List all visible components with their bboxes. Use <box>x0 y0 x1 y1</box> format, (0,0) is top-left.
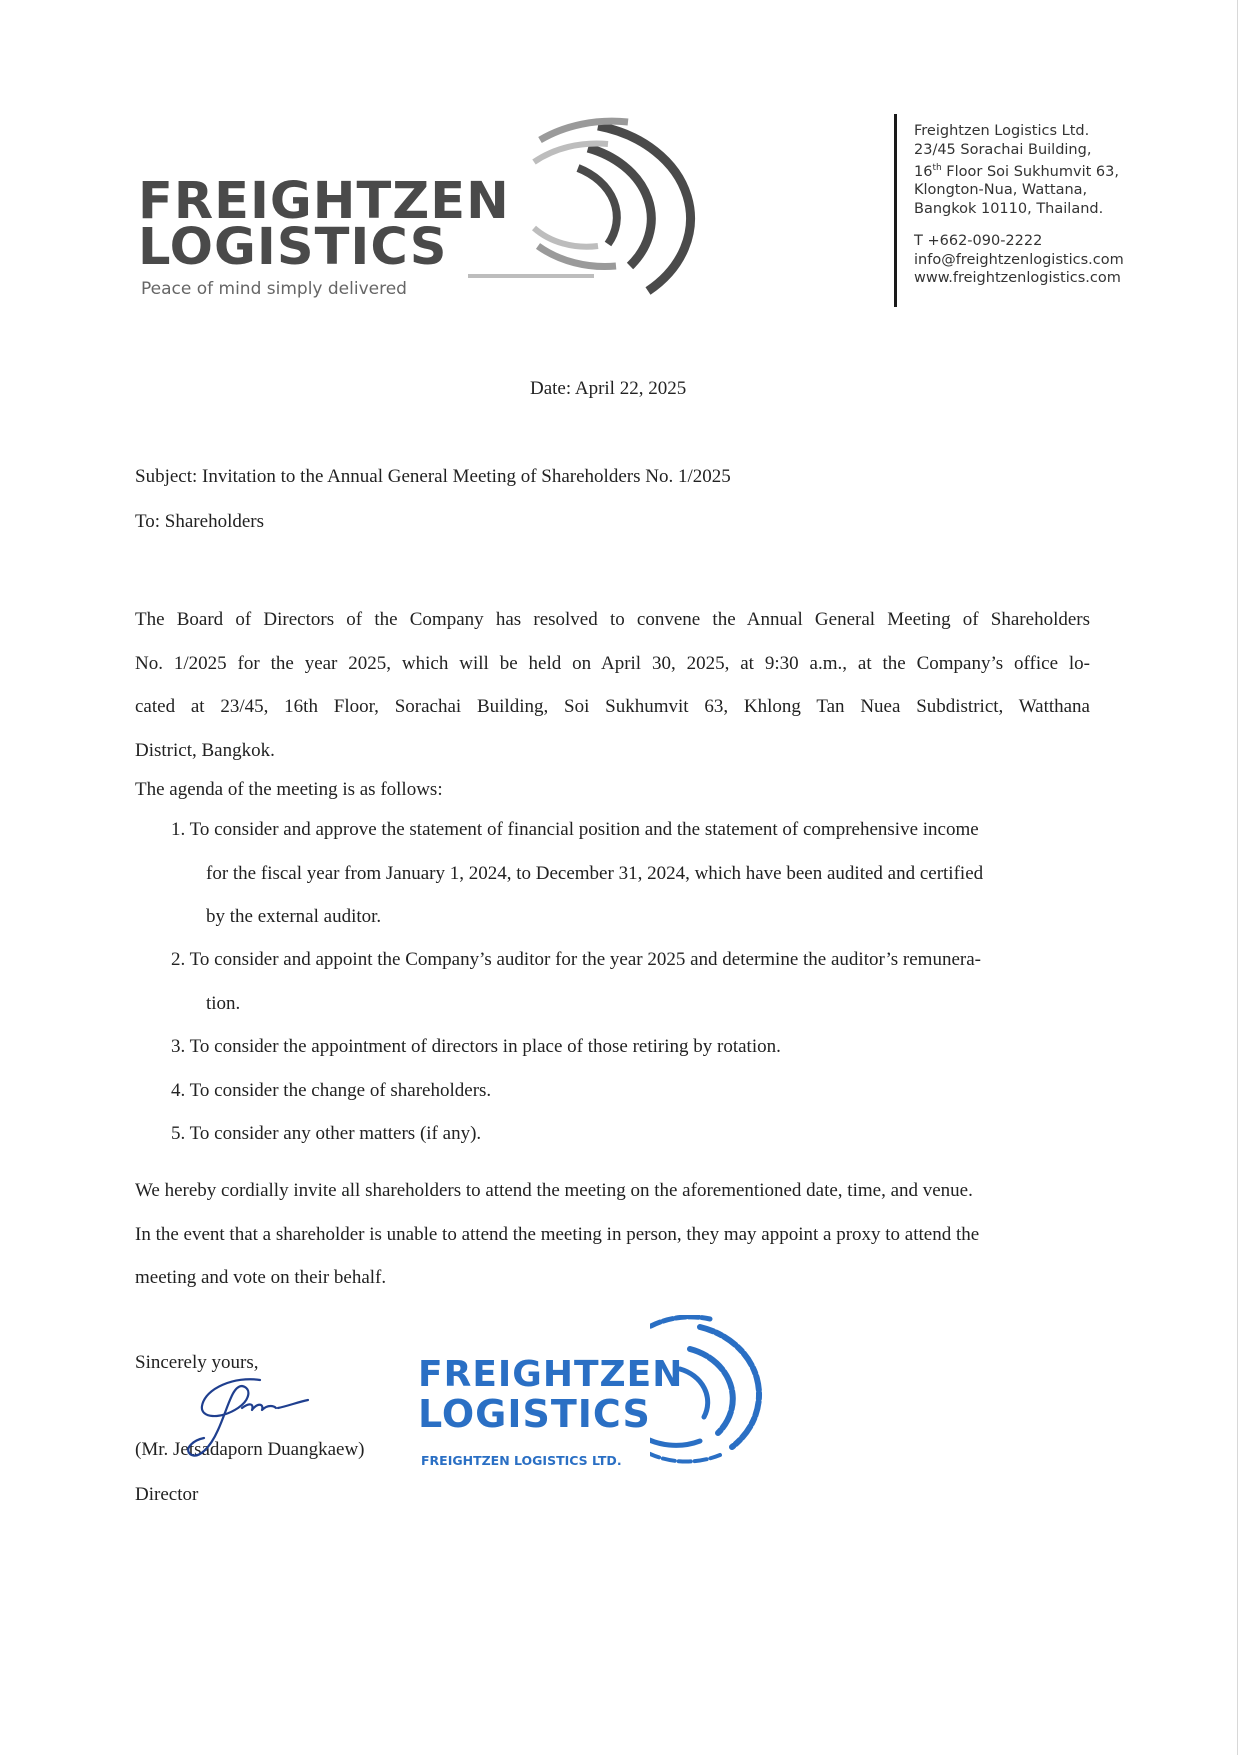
paragraph-line: cated at 23/45, 16th Floor, Sorachai Building, Soi Sukhumvit 63, Khlong Tan Nuea Subdistrict, Watthana <box>135 696 1090 717</box>
company-logo <box>138 116 598 306</box>
address-website: www.freightzenlogistics.com <box>914 270 1121 287</box>
address-floor-rest: Floor Soi Sukhumvit 63, <box>941 163 1119 180</box>
agenda-item-2 <box>171 938 981 1025</box>
address-floor-number: 16 <box>914 163 933 180</box>
stamp-word-logistics: LOGISTICS <box>418 1392 651 1436</box>
paragraph-line: No. 1/2025 for the year 2025, which will be held on April 30, 2025, at 9:30 a.m., at the Company’s office lo- <box>135 652 1090 674</box>
signer-name: (Mr. Jetsadaporn Duangkaew) <box>135 1439 365 1460</box>
agenda-item-text: 1. To consider and approve the statement of financial position and the statement of comprehensive income <box>171 819 979 840</box>
agenda-item-text: 4. To consider the change of shareholders. <box>171 1080 492 1101</box>
paragraph-line: District, Bangkok. <box>135 739 275 761</box>
address-line3: Klongton-Nua, Wattana, <box>914 182 1088 199</box>
address-company: Freightzen Logistics Ltd. <box>914 123 1090 139</box>
agenda-item-text: 5. To consider any other matters (if any). <box>171 1123 482 1144</box>
closing-line: In the event that a shareholder is unable to attend the meeting in person, they may appoint a proxy to attend the <box>135 1223 980 1245</box>
address-divider <box>894 114 897 307</box>
agenda-item-4 <box>171 1069 491 1113</box>
address-phone: T +662-090-2222 <box>914 233 1043 250</box>
address-floor-suffix: th <box>932 163 942 173</box>
agenda-item-1 <box>171 808 983 939</box>
closing-line: meeting and vote on their behalf. <box>135 1267 387 1288</box>
logo-word-freightzen: FREIGHTZEN <box>138 172 510 231</box>
agenda-item-continuation: by the external auditor. <box>206 906 382 927</box>
handwritten-signature-icon <box>180 1368 350 1468</box>
address-line2 <box>914 159 1124 181</box>
stamp-arcs-icon <box>650 1315 790 1465</box>
letter-date: Date: April 22, 2025 <box>530 378 687 399</box>
agenda-intro: The agenda of the meeting is as follows: <box>135 779 443 800</box>
letter-recipient: To: Shareholders <box>135 511 265 532</box>
company-address <box>914 122 1124 288</box>
logo-tagline: Peace of mind simply delivered <box>141 279 407 299</box>
agenda-item-continuation: tion. <box>206 992 241 1014</box>
agenda-item-text: 3. To consider the appointment of directors in place of those retiring by rotation. <box>171 1036 781 1057</box>
address-email: info@freightzenlogistics.com <box>914 251 1124 268</box>
agenda-item-5 <box>171 1112 481 1156</box>
paragraph-line: The Board of Directors of the Company has resolved to convene the Annual General Meeting of Shareholders <box>135 609 1090 630</box>
address-line1: 23/45 Sorachai Building, <box>914 141 1092 158</box>
letter-subject: Subject: Invitation to the Annual General Meeting of Shareholders No. 1/2025 <box>135 466 731 487</box>
logo-arcs-icon <box>438 116 738 306</box>
sign-off: Sincerely yours, <box>135 1352 259 1373</box>
page-edge <box>1237 0 1238 1755</box>
address-line4: Bangkok 10110, Thailand. <box>914 200 1104 217</box>
closing-line: We hereby cordially invite all shareholders to attend the meeting on the aforementioned date, time, and venue. <box>135 1180 973 1201</box>
agenda-item-text: 2. To consider and appoint the Company’s auditor for the year 2025 and determine the auditor’s remunera- <box>171 949 981 970</box>
stamp-company-name: FREIGHTZEN LOGISTICS LTD. <box>421 1453 622 1468</box>
agenda-item-3 <box>171 1025 781 1069</box>
agenda-item-continuation: for the fiscal year from January 1, 2024, to December 31, 2024, which have been audited and certified <box>206 862 984 884</box>
closing-paragraph <box>135 1169 1090 1300</box>
intro-paragraph <box>135 598 1090 772</box>
signer-role: Director <box>135 1484 199 1505</box>
logo-word-logistics: LOGISTICS <box>138 218 448 277</box>
company-stamp <box>418 1315 790 1475</box>
stamp-word-freightzen: FREIGHTZEN <box>418 1354 684 1395</box>
